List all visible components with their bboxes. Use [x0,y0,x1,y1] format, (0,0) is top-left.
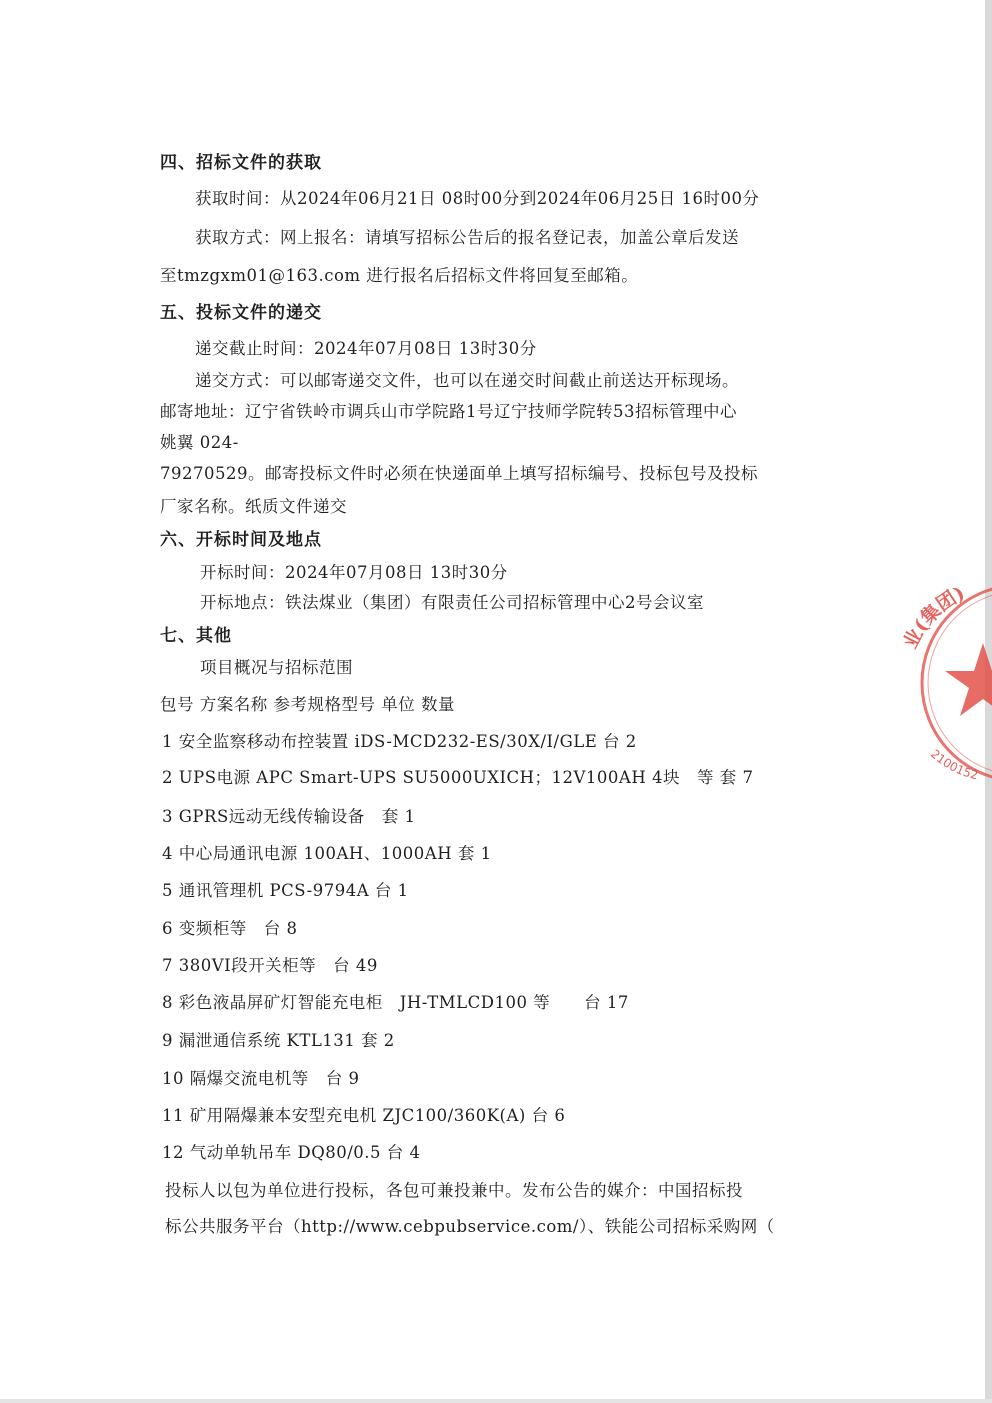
section-4-heading: 四、招标文件的获取 [160,153,322,173]
list-item: 2 UPS电源 APC Smart-UPS SU5000UXICH；12V100AH 4块 等 套 7 [162,768,754,787]
section-5-method: 递交方式：可以邮寄递交文件，也可以在递交时间截止前送达开标现场。 [195,371,739,390]
section-6-time: 开标时间：2024年07月08日 13时30分 [200,563,508,582]
seal-star-icon [945,643,992,716]
scan-edge-bottom [0,1399,992,1403]
closing-paragraph-line-2: 标公共服务平台（http://www.cebpubservice.com/）、铁能公司招标采购网（ [165,1217,775,1236]
list-item: 1 安全监察移动布控装置 iDS-MCD232-ES/30X/I/GLE 台 2 [162,732,637,751]
list-item: 12 气动单轨吊车 DQ80/0.5 台 4 [162,1143,421,1162]
section-5-contact: 姚翼 024- [160,433,239,452]
list-item: 5 通讯管理机 PCS-9794A 台 1 [162,881,409,900]
section-6-heading: 六、开标时间及地点 [160,530,322,550]
section-7-intro: 项目概况与招标范围 [200,658,353,677]
closing-paragraph-line-1: 投标人以包为单位进行投标，各包可兼投兼中。发布公告的媒介：中国招标投 [165,1181,743,1200]
list-item: 4 中心局通讯电源 100AH、1000AH 套 1 [162,844,492,863]
section-5-paper-note: 厂家名称。纸质文件递交 [160,497,347,516]
section-5-phone-note: 79270529。邮寄投标文件时必须在快递面单上填写招标编号、投标包号及投标 [160,464,758,483]
section-4-email-line: 至tmzgxm01@163.com 进行报名后招标文件将回复至邮箱。 [160,266,639,285]
list-item: 3 GPRS远动无线传输设备 套 1 [162,807,416,826]
list-item: 11 矿用隔爆兼本安型充电机 ZJC100/360K(A) 台 6 [162,1106,566,1125]
section-4-method: 获取方式：网上报名：请填写招标公告后的报名登记表，加盖公章后发送 [195,228,739,247]
list-item: 10 隔爆交流电机等 台 9 [162,1069,360,1088]
section-7-heading: 七、其他 [160,626,232,646]
seal-text-top: 业(集团) [899,582,969,653]
company-seal-stamp [899,575,992,805]
section-4-time: 获取时间：从2024年06月21日 08时00分到2024年06月25日 16时00分 [195,189,760,208]
section-5-heading: 五、投标文件的递交 [160,303,322,323]
section-6-place: 开标地点：铁法煤业（集团）有限责任公司招标管理中心2号会议室 [200,593,704,612]
seal-text-bottom: 2100152 [927,746,980,783]
list-item: 7 380VⅠ段开关柜等 台 49 [162,956,378,975]
section-5-deadline: 递交截止时间：2024年07月08日 13时30分 [195,339,537,358]
section-5-address: 邮寄地址：辽宁省铁岭市调兵山市学院路1号辽宁技师学院转53招标管理中心 [160,402,737,421]
list-item: 6 变频柜等 台 8 [162,919,298,938]
list-item: 8 彩色液晶屏矿灯智能充电柜 JH-TMLCD100 等 台 17 [162,993,629,1012]
item-table-header: 包号 方案名称 参考规格型号 单位 数量 [160,695,455,714]
list-item: 9 漏泄通信系统 KTL131 套 2 [162,1031,395,1050]
